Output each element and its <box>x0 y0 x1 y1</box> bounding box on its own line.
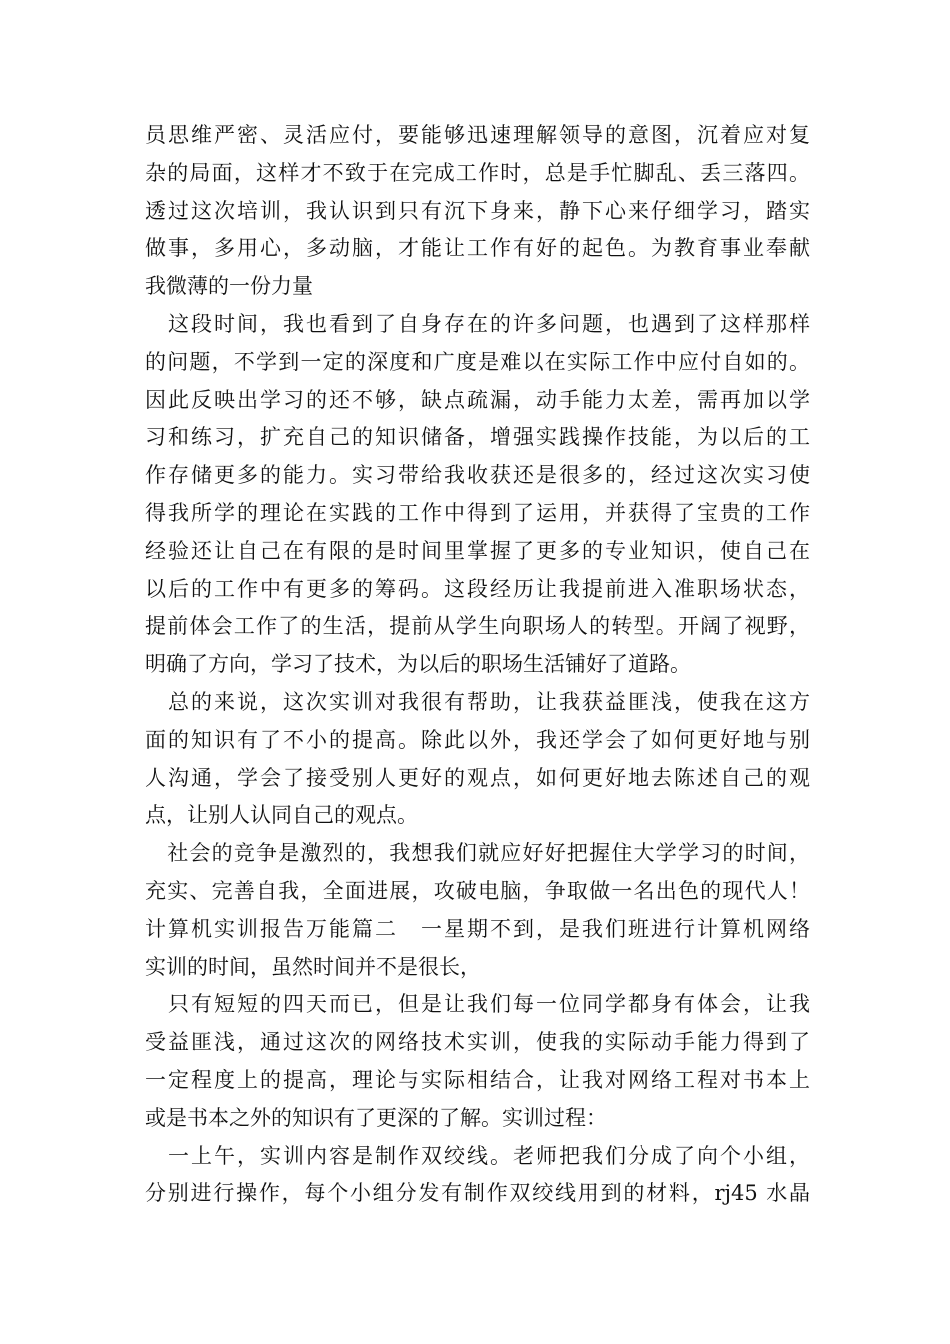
text-line: 经验还让自己在有限的是时间里掌握了更多的专业知识，使自己在 <box>145 538 810 563</box>
text-line: 人沟通，学会了接受别人更好的观点，如何更好地去陈述自己的观 <box>145 765 810 790</box>
text-line: 作存储更多的能力。实习带给我收获还是很多的，经过这次实习使 <box>145 463 810 488</box>
text-line: 明确了方向，学习了技术，为以后的职场生活铺好了道路。 <box>145 652 691 677</box>
text-line: 一上午，实训内容是制作双绞线。老师把我们分成了向个小组， <box>145 1143 810 1168</box>
text-line: 这段时间，我也看到了自身存在的许多问题，也遇到了这样那样 <box>145 311 810 336</box>
text-line: 我微薄的一份力量 <box>145 274 313 299</box>
text-line: 受益匪浅，通过这次的网络技术实训，使我的实际动手能力得到了 <box>145 1030 810 1055</box>
text-line: 以后的工作中有更多的筹码。这段经历让我提前进入准职场状态， <box>145 576 810 601</box>
text-line: 杂的局面，这样才不致于在完成工作时，总是手忙脚乱、丢三落四。 <box>145 160 810 185</box>
text-line: 总的来说，这次实训对我很有帮助，让我获益匪浅，使我在这方 <box>145 689 810 714</box>
text-line: 只有短短的四天而已，但是让我们每一位同学都身有体会，让我 <box>145 992 810 1017</box>
text-line: 做事，多用心，多动脑，才能让工作有好的起色。为教育事业奉献 <box>145 236 810 261</box>
text-line: 得我所学的理论在实践的工作中得到了运用，并获得了宝贵的工作 <box>145 500 810 525</box>
text-line: 点，让别人认同自己的观点。 <box>145 803 418 828</box>
text-line: 充实、完善自我，全面进展，攻破电脑，争取做一名出色的现代人！ <box>145 878 810 903</box>
text-line: 分别进行操作，每个小组分发有制作双绞线用到的材料，rj45 水晶 <box>145 1181 810 1206</box>
text-line: 因此反映出学习的还不够，缺点疏漏，动手能力太差，需再加以学 <box>145 387 810 412</box>
text-line: 透过这次培训，我认识到只有沉下身来，静下心来仔细学习，踏实 <box>145 198 810 223</box>
text-line: 的问题，不学到一定的深度和广度是难以在实际工作中应付自如的。 <box>145 349 810 374</box>
text-line: 或是书本之外的知识有了更深的了解。实训过程： <box>145 1105 607 1130</box>
text-line: 提前体会工作了的生活，提前从学生向职场人的转型。开阔了视野， <box>145 614 810 639</box>
text-line: 员思维严密、灵活应付，要能够迅速理解领导的意图，沉着应对复 <box>145 123 810 147</box>
text-line: 一定程度上的提高，理论与实际相结合，让我对网络工程对书本上 <box>145 1067 810 1092</box>
text-line: 计算机实训报告万能篇二 一星期不到，是我们班进行计算机网络 <box>145 916 810 941</box>
text-line: 面的知识有了不小的提高。除此以外，我还学会了如何更好地与别 <box>145 727 810 752</box>
text-line: 习和练习，扩充自己的知识储备，增强实践操作技能，为以后的工 <box>145 425 810 450</box>
text-line: 实训的时间，虽然时间并不是很长， <box>145 954 481 979</box>
text-line: 社会的竞争是激烈的，我想我们就应好好把握住大学学习的时间， <box>145 841 810 866</box>
body-text <box>145 117 810 1213</box>
